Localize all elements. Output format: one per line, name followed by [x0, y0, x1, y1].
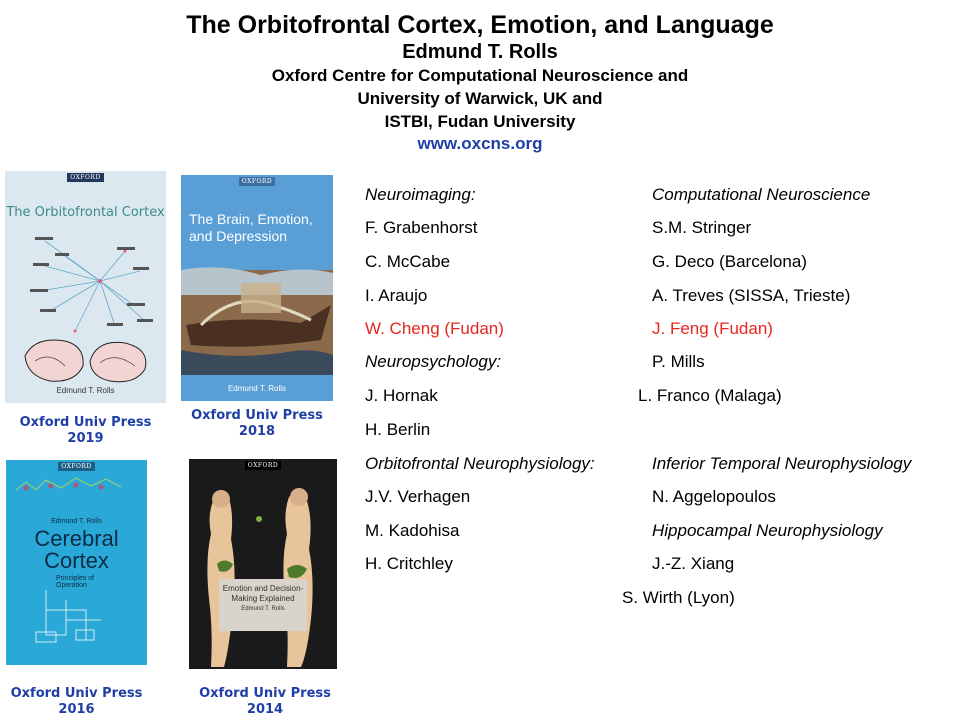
- slide-title: The Orbitofrontal Cortex, Emotion, and Language: [186, 11, 774, 39]
- extra-entry: S. Wirth (Lyon): [622, 588, 735, 607]
- right-col-entry-highlight: J. Feng (Fudan): [652, 319, 773, 338]
- right-col-entry: S.M. Stringer: [652, 218, 752, 237]
- press-label-2016: [0, 686, 153, 718]
- left-col-entry: M. Kadohisa: [365, 521, 460, 540]
- left-col-heading-neuroimaging: Neuroimaging:: [365, 185, 476, 204]
- left-col-entry: H. Critchley: [365, 554, 453, 573]
- adam-eve-painting-illustration: [189, 459, 337, 669]
- website-link[interactable]: www.oxcns.org: [417, 134, 543, 153]
- book-title: The Orbitofrontal Cortex: [6, 205, 165, 220]
- left-col-entry: I. Araujo: [365, 286, 428, 305]
- left-col-entry: C. McCabe: [365, 252, 451, 271]
- right-col-heading-hippocampal: Hippocampal Neurophysiology: [652, 521, 883, 540]
- left-col-entry-highlight: W. Cheng (Fudan): [365, 319, 504, 338]
- title-panel: [219, 579, 307, 631]
- book-title: Emotion and Decision-Making Explained: [222, 584, 304, 603]
- network-diagram-illustration: [5, 171, 166, 403]
- right-col-entry: G. Deco (Barcelona): [652, 252, 807, 271]
- affiliation-line-3: ISTBI, Fudan University: [384, 112, 576, 131]
- book-cover-brain-emotion-depression: [181, 175, 333, 401]
- right-col-entry: P. Mills: [652, 352, 705, 371]
- book-title: Cerebral Cortex: [34, 526, 119, 573]
- press-year: 2018: [238, 424, 276, 439]
- ship-painting-illustration: [181, 175, 333, 401]
- affiliation-line-1: Oxford Centre for Computational Neuroscience and: [271, 66, 689, 85]
- left-col-entry: F. Grabenhorst: [365, 218, 478, 237]
- slide-header: [0, 10, 960, 155]
- press-name: Oxford Univ Press: [10, 686, 143, 701]
- press-name: Oxford Univ Press: [199, 686, 331, 701]
- book-title: The Brain, Emotion, and Depression: [189, 211, 313, 244]
- publisher-badge: OXFORD: [239, 177, 276, 186]
- left-col-entry: J. Hornak: [365, 386, 438, 405]
- author-name: Edmund T. Rolls: [402, 41, 558, 63]
- book-subtitle: Principles of Operation: [56, 575, 95, 589]
- press-year: 2014: [246, 702, 284, 717]
- press-name: Oxford Univ Press: [19, 415, 152, 430]
- book-cover-orbitofrontal-cortex: [5, 171, 166, 403]
- left-col-heading-neuropsychology: Neuropsychology:: [365, 352, 502, 371]
- press-name: Oxford Univ Press: [191, 408, 323, 423]
- book-author: Edmund T. Rolls: [51, 518, 102, 525]
- press-label-2014: [189, 686, 341, 718]
- left-col-entry: H. Berlin: [365, 420, 431, 439]
- book-author: Edmund T. Rolls: [227, 384, 287, 393]
- left-col-entry: J.V. Verhagen: [365, 487, 471, 506]
- right-col-entry: L. Franco (Malaga): [638, 386, 782, 405]
- publisher-badge: OXFORD: [58, 462, 95, 471]
- publisher-badge: OXFORD: [245, 461, 282, 470]
- affiliation-line-2: University of Warwick, UK and: [357, 89, 603, 108]
- right-col-entry: N. Aggelopoulos: [652, 487, 776, 506]
- book-author: Edmund T. Rolls: [241, 606, 285, 612]
- right-col-heading-computational: Computational Neuroscience: [652, 185, 871, 204]
- book-author: Edmund T. Rolls: [56, 386, 115, 395]
- book-cover-cerebral-cortex: [6, 460, 147, 665]
- publisher-badge: OXFORD: [67, 173, 104, 182]
- right-col-entry: J.-Z. Xiang: [652, 554, 735, 573]
- press-year: 2016: [58, 702, 95, 717]
- press-label-2018: [181, 408, 333, 440]
- right-col-entry: A. Treves (SISSA, Trieste): [652, 286, 851, 305]
- left-col-heading-orbitofrontal: Orbitofrontal Neurophysiology:: [365, 454, 595, 473]
- press-label-2019: [5, 415, 166, 447]
- press-year: 2019: [67, 431, 104, 446]
- book-cover-emotion-decision-making: [189, 459, 337, 669]
- right-col-heading-inferior-temporal: Inferior Temporal Neurophysiology: [652, 454, 912, 473]
